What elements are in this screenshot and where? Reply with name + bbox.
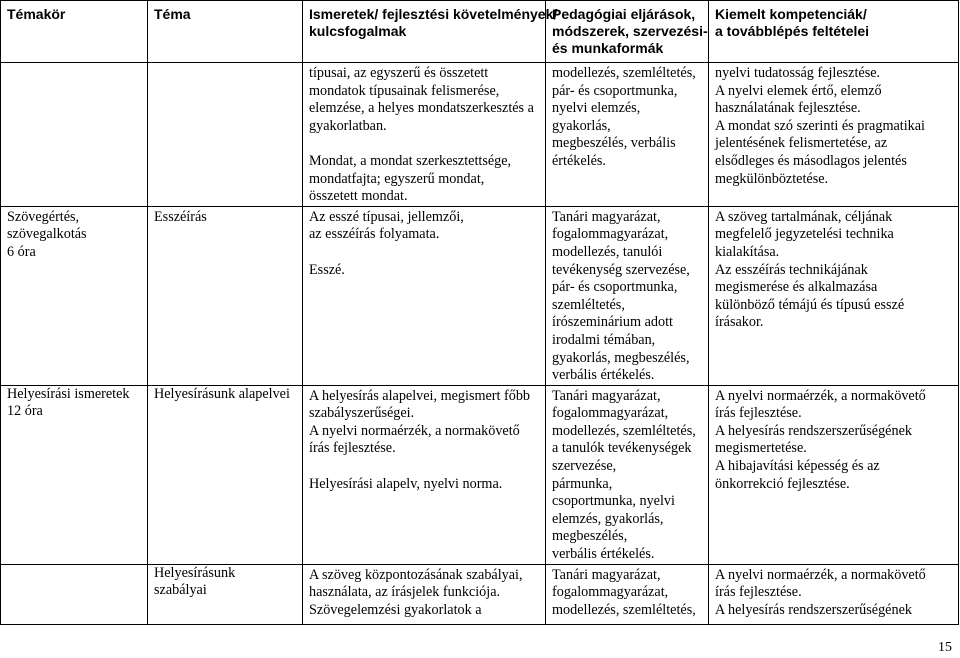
cell-kompetenciak <box>709 206 959 385</box>
cell-kompetenciak <box>709 564 959 624</box>
cell-line: megbeszélés, verbális <box>552 135 676 152</box>
cell-line: jelentésének felismertetése, az <box>715 135 888 152</box>
cell-line: fogalommagyarázat, <box>552 584 669 601</box>
cell-line: A mondat szó szerinti és pragmatikai <box>715 117 925 134</box>
cell-pedagogiai <box>546 564 709 624</box>
table-row <box>1 63 959 207</box>
cell-line: nyelvi elemzés, <box>552 100 641 117</box>
cell-line: fogalommagyarázat, <box>552 405 669 422</box>
cell-line: elemzés, gyakorlás, <box>552 510 664 527</box>
cell-temakor <box>1 63 148 207</box>
cell-line: írás fejlesztése. <box>715 584 802 601</box>
cell-line: írás fejlesztése. <box>715 405 802 422</box>
cell-line: Helyesírási ismeretek <box>7 385 130 402</box>
table-row <box>1 385 959 564</box>
cell-line: használatának fejlesztése. <box>715 100 861 117</box>
cell-line: csoportmunka, nyelvi <box>552 493 675 510</box>
cell-line: megbeszélés, <box>552 528 628 545</box>
cell-line: modellezés, tanulói <box>552 243 663 260</box>
cell-line: Az esszé típusai, jellemzői, <box>309 208 464 225</box>
header-row <box>1 1 959 63</box>
cell-line: A helyesírás rendszerszerűségének <box>715 422 912 439</box>
cell-line: nyelvi tudatosság fejlesztése. <box>715 65 881 81</box>
cell-tema <box>148 206 303 385</box>
cell-line: Esszé. <box>309 261 345 278</box>
cell-line: A nyelvi normaérzék, a normakövető <box>715 566 926 583</box>
cell-line: szervezése, <box>552 458 617 475</box>
cell-line: pár- és csoportmunka, <box>552 279 678 296</box>
cell-line: modellezés, szemléltetés, <box>552 601 696 618</box>
cell-line: A nyelvi normaérzék, a normakövető <box>309 422 520 439</box>
cell-line: irodalmi témában, <box>552 331 656 348</box>
cell-line: megismerése és alkalmazása <box>715 279 878 296</box>
cell-line: A nyelvi elemek értő, elemző <box>715 82 882 99</box>
cell-line: Helyesírásunk alapelvei <box>154 385 290 402</box>
cell-line: 6 óra <box>7 243 36 260</box>
cell-ismeretek <box>303 63 546 207</box>
cell-line: Az esszéírás technikájának <box>715 261 868 278</box>
cell-line: A szöveg központozásának szabályai, <box>309 566 523 583</box>
cell-line: modellezés, szemléltetés, <box>552 422 696 439</box>
cell-line: típusai, az egyszerű és összetett <box>309 65 489 81</box>
cell-line: 12 óra <box>7 403 43 420</box>
cell-kompetenciak <box>709 385 959 564</box>
cell-pedagogiai <box>546 63 709 207</box>
header-ismeretek: Ismeretek/ fejlesztési követelmények/ kulcsfogalmak <box>303 1 546 63</box>
cell-line: Tanári magyarázat, <box>552 208 661 225</box>
cell-line: szemléltetés, <box>552 296 625 313</box>
cell-line: verbális értékelés. <box>552 546 655 563</box>
cell-line: megfelelő jegyzetelési technika <box>715 226 894 243</box>
cell-temakor <box>1 564 148 624</box>
cell-line: pár- és csoportmunka, <box>552 82 678 99</box>
cell-line <box>309 458 539 476</box>
cell-line: értékelés. <box>552 152 606 169</box>
cell-line: fogalommagyarázat, <box>552 226 669 243</box>
cell-ismeretek <box>303 206 546 385</box>
cell-ismeretek <box>303 385 546 564</box>
cell-line: írószeminárium adott <box>552 314 673 331</box>
cell-line: kialakítása. <box>715 243 780 260</box>
cell-ismeretek <box>303 564 546 624</box>
cell-line: A szöveg tartalmának, céljának <box>715 208 893 225</box>
cell-line: A helyesírás rendszerszerűségének <box>715 601 912 618</box>
cell-line: gyakorlás, megbeszélés, <box>552 349 690 366</box>
cell-pedagogiai <box>546 385 709 564</box>
cell-line: gyakorlatban. <box>309 117 387 134</box>
table-body <box>1 63 959 625</box>
cell-line: Mondat, a mondat szerkesztettsége, <box>309 152 512 169</box>
cell-line: gyakorlás, <box>552 117 611 134</box>
cell-kompetenciak <box>709 63 959 207</box>
cell-line: írásakor. <box>715 314 764 331</box>
cell-pedagogiai <box>546 206 709 385</box>
cell-temakor <box>1 385 148 564</box>
cell-line: használata, az írásjelek funkciója. <box>309 584 501 601</box>
cell-line: Helyesírásunk <box>154 564 236 581</box>
cell-line: szövegalkotás <box>7 226 87 243</box>
cell-line: Szövegelemzési gyakorlatok a <box>309 601 482 618</box>
cell-line: verbális értékelés. <box>552 367 655 384</box>
cell-line: A helyesírás alapelvei, megismert főbb <box>309 387 531 404</box>
cell-line: Szövegértés, <box>7 208 80 225</box>
cell-line: szabályai <box>154 582 207 599</box>
table-row <box>1 206 959 385</box>
cell-tema <box>148 564 303 624</box>
cell-tema <box>148 63 303 207</box>
cell-line: mondatok típusainak felismerése, <box>309 82 500 99</box>
header-temakor: Témakör <box>1 1 148 63</box>
page-number: 15 <box>938 640 952 655</box>
cell-line: tevékenység szervezése, <box>552 261 690 278</box>
cell-line: Tanári magyarázat, <box>552 387 661 404</box>
cell-line: elsődleges és másodlagos jelentés <box>715 152 907 169</box>
header-kompetenciak: Kiemelt kompetenciák/ a továbblépés feltételei <box>709 1 959 63</box>
cell-line: írás fejlesztése. <box>309 440 396 457</box>
cell-line: Helyesírási alapelv, nyelvi norma. <box>309 475 503 492</box>
cell-temakor <box>1 206 148 385</box>
cell-line <box>309 244 539 262</box>
cell-line: szabályszerűségei. <box>309 405 415 422</box>
cell-line: Esszéírás <box>154 208 207 225</box>
cell-line: megismertetése. <box>715 440 807 457</box>
header-pedagogiai: Pedagógiai eljárások, módszerek, szervezési- és munkaformák <box>546 1 709 63</box>
cell-line: összetett mondat. <box>309 188 408 205</box>
cell-line: az esszéírás folyamata. <box>309 226 440 243</box>
cell-line: Tanári magyarázat, <box>552 566 661 583</box>
cell-line: megkülönböztetése. <box>715 170 829 187</box>
cell-line: mondatfajta; egyszerű mondat, <box>309 170 485 187</box>
table-row <box>1 564 959 624</box>
cell-line: különböző témájú és típusú esszé <box>715 296 905 313</box>
cell-line: elemzése, a helyes mondatszerkesztés a <box>309 100 534 117</box>
cell-tema <box>148 385 303 564</box>
cell-line: A hibajavítási képesség és az <box>715 458 880 475</box>
cell-line: a tanulók tevékenységek <box>552 440 692 457</box>
cell-line: A nyelvi normaérzék, a normakövető <box>715 387 926 404</box>
cell-line: önkorrekció fejlesztése. <box>715 475 850 492</box>
cell-line: pármunka, <box>552 475 613 492</box>
header-tema: Téma <box>148 1 303 63</box>
cell-line: modellezés, szemléltetés, <box>552 65 696 81</box>
cell-line <box>309 135 539 153</box>
